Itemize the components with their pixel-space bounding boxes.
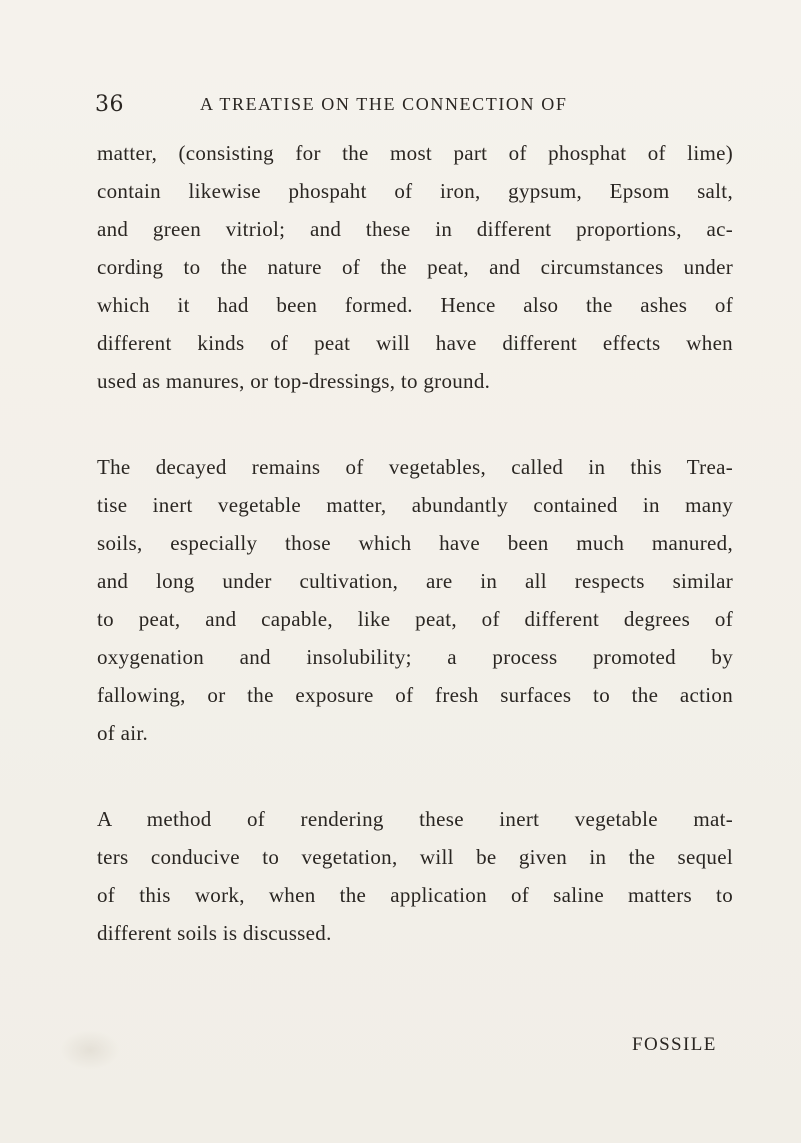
paragraph-gap bbox=[97, 752, 733, 800]
text-line: The decayed remains of vegetables, called in this Trea- bbox=[97, 455, 733, 479]
text-line: of this work, when the application of saline matters to bbox=[97, 883, 733, 907]
text-line: fallowing, or the exposure of fresh surfaces to the action bbox=[97, 683, 733, 707]
text-line: soils, especially those which have been much manured, bbox=[97, 531, 733, 555]
text-line: and green vitriol; and these in different proportions, ac- bbox=[97, 217, 733, 241]
body-text bbox=[97, 134, 733, 952]
running-head-title: A TREATISE ON THE CONNECTION OF bbox=[200, 94, 568, 114]
text-line: different kinds of peat will have different effects when bbox=[97, 331, 733, 355]
paragraph-1 bbox=[97, 134, 733, 400]
text-line: matter, (consisting for the most part of phosphat of lime) bbox=[97, 141, 733, 165]
page-number: 36 bbox=[95, 92, 124, 117]
text-line: of air. bbox=[97, 721, 149, 745]
text-line: oxygenation and insolubility; a process promoted by bbox=[97, 645, 733, 669]
text-line: which it had been formed. Hence also the ashes of bbox=[97, 293, 733, 317]
text-line: ters conducive to vegetation, will be given in the sequel bbox=[97, 845, 733, 869]
text-line: different soils is discussed. bbox=[97, 921, 332, 945]
text-line: and long under cultivation, are in all respects similar bbox=[97, 569, 733, 593]
paragraph-3 bbox=[97, 800, 733, 952]
text-line: used as manures, or top-dressings, to ground. bbox=[97, 369, 491, 393]
paragraph-2 bbox=[97, 448, 733, 752]
text-line: to peat, and capable, like peat, of different degrees of bbox=[97, 607, 733, 631]
paragraph-gap bbox=[97, 400, 733, 448]
paper-stain bbox=[60, 1030, 120, 1070]
text-line: contain likewise phospaht of iron, gypsum, Epsom salt, bbox=[97, 179, 733, 203]
text-line: tise inert vegetable matter, abundantly contained in many bbox=[97, 493, 733, 517]
text-line: cording to the nature of the peat, and circumstances under bbox=[97, 255, 733, 279]
catchword: FOSSILE bbox=[632, 1034, 717, 1055]
text-line: A method of rendering these inert vegetable mat- bbox=[97, 807, 733, 831]
running-head bbox=[95, 92, 735, 122]
